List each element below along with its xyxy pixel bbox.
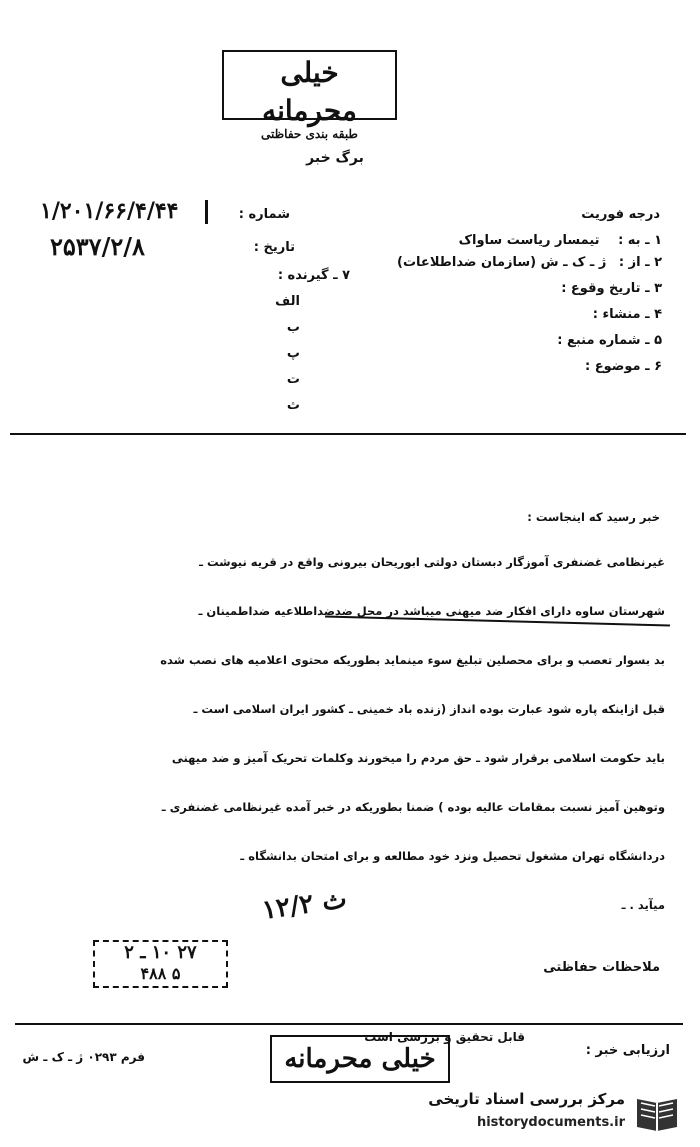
field-row [370, 359, 662, 385]
form-title: برگ خبر [306, 150, 364, 166]
body-line: بد بسوار تعصب و برای محصلین تبلیغ سوء مینماید بطوریکه محتوی اعلامیه های نصب شده [160, 653, 665, 667]
field-value: تیمسار ریاست ساواک [458, 233, 600, 248]
watermark-title: مرکز بررسی اسناد تاریخی [428, 1090, 625, 1108]
form-number: فرم ۰۲۹۳ ژ ـ ک ـ ش [22, 1050, 145, 1064]
field-label: ۵ ـ شماره منبع : [557, 333, 662, 348]
classification-stamp [222, 50, 397, 141]
field-row [370, 281, 662, 307]
number-divider [205, 200, 208, 224]
field-label: ۶ ـ موضوع : [585, 359, 662, 374]
classification-sub-text: طبقه بندی حفاظتی [260, 127, 358, 141]
body-text [25, 555, 665, 938]
field-label: ۴ ـ منشاء : [592, 307, 662, 322]
body-line: دردانشگاه تهران مشغول تحصیل ونزد خود مطالعه و برای امتحان بدانشگاه ـ [240, 849, 665, 863]
footer-divider [15, 1023, 683, 1025]
watermark-url: historydocuments.ir [476, 1115, 625, 1130]
header-divider [10, 433, 686, 435]
field-label: ۳ ـ تاریخ وقوع : [561, 281, 662, 296]
watermark [415, 1088, 687, 1138]
body-line: غیرنظامی غضنفری آموزگار دبستان دولتی ابوریحان بیرونی واقع در قریه نیوشت ـ [199, 555, 665, 569]
date-label: تاریخ : [253, 240, 295, 255]
salutation: خبر رسید که اینجاست : [527, 510, 660, 524]
body-line: میآید . ـ [621, 898, 665, 912]
received-stamp-line1: ۲۷ ۱۰ ـ ۲ [124, 942, 197, 963]
received-stamp [93, 940, 228, 988]
field-row [370, 333, 662, 359]
field-row [370, 255, 662, 281]
receiver-item: ث [286, 398, 300, 413]
notes-label: ملاحظات حفاظتی [543, 960, 660, 975]
urgency-label: درجه فوریت [581, 207, 660, 222]
field-value: ژ ـ ک ـ ش (سازمان ضداطلاعات) [397, 255, 607, 270]
receiver-item: ب [286, 320, 300, 335]
book-logo-icon [633, 1091, 681, 1135]
evaluation-label: ارزیابی خبر : [585, 1043, 670, 1058]
field-label: ۲ ـ از : [618, 255, 662, 270]
signature: ث ۱۲/۲ [260, 884, 349, 926]
receivers-label: ۷ ـ گیرنده : [277, 268, 350, 283]
field-row [370, 307, 662, 333]
fields-list [370, 233, 662, 385]
number-value: ۱/۲۰۱/۶۶/۴/۴۴ [40, 198, 179, 224]
classification-stamp-text: خیلی محرمانه [262, 56, 357, 127]
date-value: ۲۵۳۷/۲/۸ [50, 232, 145, 261]
evaluation-value: قابل تحقیق و بررسی است [364, 1030, 525, 1044]
number-label: شماره : [238, 207, 290, 222]
field-row [370, 233, 662, 255]
receivers-list [250, 294, 300, 424]
body-line: وتوهین آمیز نسبت بمقامات عالیه بوده ) ضمنا بطوریکه در خبر آمده غیرنظامی غضنفری ـ [161, 800, 665, 814]
receiver-item: الف [275, 294, 300, 309]
body-line: شهرستان ساوه دارای افکار ضد میهنی میباشد در محل ضدضداطلاعیه ضداطمینان ـ [198, 604, 665, 618]
body-line: باید حکومت اسلامی برقرار شود ـ حق مردم را میخورند وکلمات تحریک آمیز و ضد میهنی [171, 751, 665, 765]
receiver-item: پ [286, 346, 300, 361]
received-stamp-line2: ۵ ۴۸۸ [140, 964, 181, 983]
body-line: قبل ازاینکه پاره شود عبارت بوده انداز (زنده باد خمینی ـ کشور ایران اسلامی است ـ [193, 702, 665, 716]
field-label: ۱ ـ به : [618, 233, 662, 248]
bottom-stamp-text: خیلی محرمانه [284, 1044, 436, 1074]
bottom-classification-stamp [270, 1035, 450, 1083]
receiver-item: ت [286, 372, 300, 387]
